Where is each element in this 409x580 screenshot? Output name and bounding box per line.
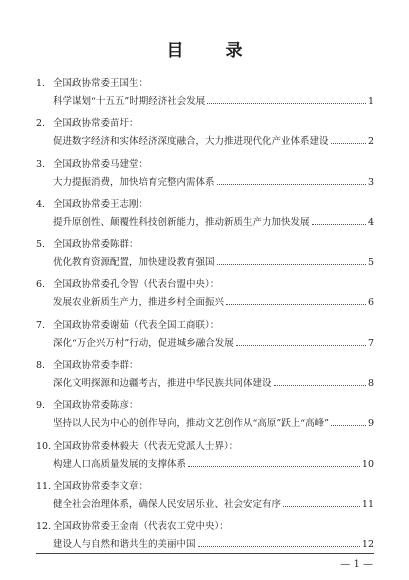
dot-leader — [331, 143, 366, 144]
toc-entry-2[interactable] — [36, 112, 374, 152]
toc-entry-12[interactable] — [36, 515, 374, 555]
toc-entry-title: 优化教育资源配置，加快建设教育强国 — [53, 257, 215, 269]
toc-entry-number: 8. — [36, 360, 46, 372]
toc-entry-page: 1 — [367, 96, 374, 107]
toc-entry-author: 全国政协常委苗圩： — [53, 118, 139, 130]
toc-entry-number: 3. — [36, 158, 46, 170]
toc-entry-heading — [36, 236, 139, 250]
toc-entry-number: 6. — [36, 279, 46, 291]
dot-leader — [226, 304, 366, 305]
toc-entry-number: 10. — [36, 440, 52, 452]
toc-entry-heading — [36, 397, 139, 411]
toc-entry-page: 4 — [367, 216, 374, 228]
toc-entry-heading — [36, 438, 238, 452]
toc-entry-page: 9 — [367, 418, 374, 430]
toc-entry-line — [53, 295, 374, 308]
toc-entry-page: 5 — [367, 257, 374, 269]
toc-entry-title: 建设人与自然和谐共生的美丽中国 — [53, 539, 196, 551]
toc-entry-number: 7. — [36, 319, 46, 331]
toc-entry-line — [53, 255, 374, 268]
toc-entry-page: 12 — [361, 539, 374, 551]
toc-entry-number: 12. — [36, 521, 52, 533]
toc-entry-author: 全国政协常委林毅夫（代表无党派人士界）： — [53, 440, 239, 452]
toc-entry-number: 9. — [36, 400, 46, 412]
dot-leader — [217, 264, 366, 265]
toc-entry-10[interactable] — [36, 435, 374, 475]
dot-leader — [188, 466, 360, 467]
toc-entry-line — [53, 175, 374, 188]
toc-entry-heading — [36, 478, 148, 492]
toc-entry-heading — [36, 75, 148, 89]
toc-entry-heading — [36, 276, 219, 290]
toc-entry-number: 1. — [36, 78, 46, 89]
toc-entry-line — [53, 134, 374, 147]
toc-entry-line — [53, 457, 374, 470]
toc-entry-heading — [36, 317, 219, 331]
toc-entry-heading — [36, 357, 139, 371]
dot-leader — [217, 184, 366, 185]
toc-entry-author: 全国政协常委陈彦： — [53, 400, 139, 412]
toc-entry-author: 全国政协常委陈群： — [53, 239, 139, 251]
toc-entry-number: 11. — [36, 480, 52, 492]
toc-entry-author: 全国政协常委王金南（代表农工党中央）： — [53, 521, 229, 533]
toc-entry-heading — [36, 518, 229, 532]
toc-entry-title: 科学谋划“十五五”时期经济社会发展 — [53, 96, 206, 107]
toc-entry-title: 促进数字经济和实体经济深度融合，大力推进现代化产业体系建设 — [53, 136, 329, 148]
toc-entry-heading — [36, 156, 148, 170]
toc-entry-author: 全国政协常委王志刚： — [53, 198, 149, 210]
dot-leader — [198, 546, 360, 547]
toc-entry-author: 全国政协常委谢茹（代表全国工商联）： — [53, 319, 220, 331]
toc-entry-author: 全国政协常委马建堂： — [53, 158, 149, 170]
toc-entry-page: 8 — [367, 378, 374, 390]
toc-entry-7[interactable] — [36, 314, 374, 354]
toc-entry-8[interactable] — [36, 354, 374, 394]
toc-entry-title: 提升原创性、颠覆性科技创新能力，推动新质生产力加快发展 — [53, 216, 310, 228]
toc-entry-line — [53, 215, 374, 228]
toc-entry-title: 深化文明探源和边疆考古，推进中华民族共同体建设 — [53, 378, 272, 390]
toc-entry-page: 11 — [361, 498, 374, 510]
table-of-contents — [36, 72, 374, 556]
toc-entry-author: 全国政协常委王国生： — [53, 78, 149, 89]
toc-entry-page: 2 — [367, 136, 374, 148]
footer-rule — [36, 553, 374, 554]
toc-entry-heading — [36, 196, 148, 210]
page-title: 目 录 — [166, 41, 261, 61]
toc-entry-line — [53, 336, 374, 349]
toc-entry-author: 全国政协常委孔令智（代表台盟中央）： — [53, 279, 220, 291]
toc-entry-title: 深化“万企兴万村”行动，促进城乡融合发展 — [53, 337, 234, 349]
toc-entry-6[interactable] — [36, 273, 374, 313]
toc-entry-title: 发展农业新质生产力，推进乡村全面振兴 — [53, 297, 225, 309]
toc-entry-line — [53, 94, 374, 107]
dot-leader — [331, 425, 366, 426]
toc-entry-title: 坚持以人民为中心的创作导向，推动文艺创作从“高原”跃上“高峰” — [53, 418, 329, 430]
dot-leader — [283, 506, 360, 507]
toc-entry-1[interactable] — [36, 72, 374, 112]
toc-entry-line — [53, 537, 374, 550]
toc-entry-page: 6 — [367, 297, 374, 309]
toc-entry-author: 全国政协常委李群： — [53, 360, 139, 372]
toc-entry-4[interactable] — [36, 193, 374, 233]
toc-entry-author: 全国政协常委李文章： — [53, 480, 149, 492]
toc-entry-5[interactable] — [36, 233, 374, 273]
toc-entry-line — [53, 376, 374, 389]
toc-entry-line — [53, 497, 374, 510]
toc-entry-number: 4. — [36, 198, 46, 210]
dot-leader — [236, 345, 366, 346]
toc-entry-page: 3 — [367, 176, 374, 188]
toc-entry-11[interactable] — [36, 475, 374, 515]
toc-entry-line — [53, 416, 374, 429]
toc-entry-3[interactable] — [36, 153, 374, 193]
toc-entry-title: 构建人口高质量发展的支撑体系 — [53, 458, 187, 470]
dot-leader — [274, 385, 366, 386]
toc-entry-page: 7 — [367, 337, 374, 349]
toc-entry-9[interactable] — [36, 394, 374, 434]
page-number: — 1 — — [340, 559, 373, 570]
toc-entry-number: 2. — [36, 118, 46, 130]
toc-entry-page: 10 — [361, 458, 374, 470]
toc-entry-heading — [36, 115, 139, 129]
toc-entry-number: 5. — [36, 239, 46, 251]
dot-leader — [207, 103, 366, 104]
dot-leader — [312, 224, 366, 225]
toc-entry-title: 大力提振消费，加快培育完整内需体系 — [53, 176, 215, 188]
toc-entry-title: 健全社会治理体系，确保人民安居乐业、社会安定有序 — [53, 498, 282, 510]
